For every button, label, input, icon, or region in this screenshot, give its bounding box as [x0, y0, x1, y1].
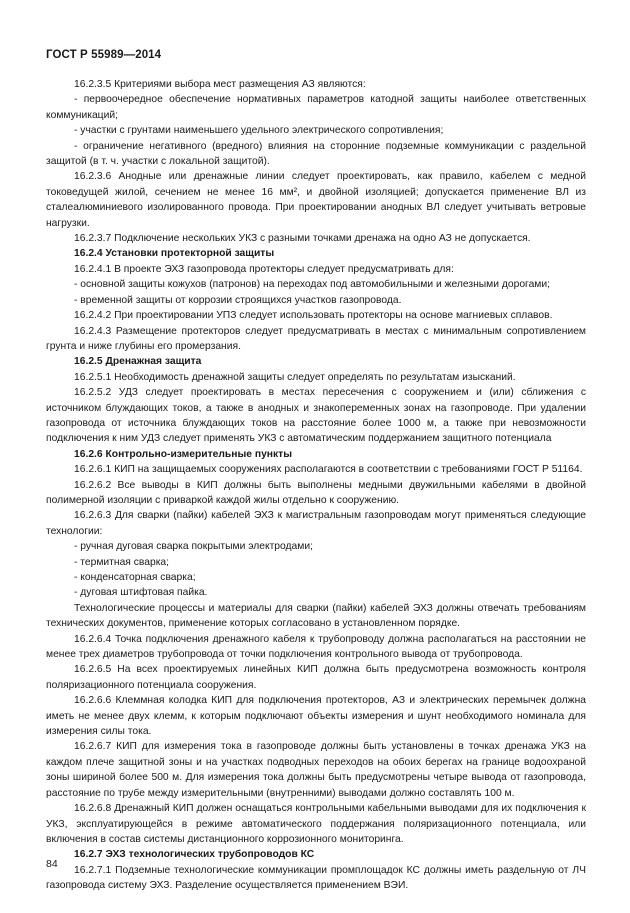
paragraph: 16.2.6.6 Клеммная колодка КИП для подключения протекторов, АЗ и электрических перемычек должна иметь не менее двух клемм, к которым подключают объекты измерения и шунт необходимого номинала для измерения силы тока. — [46, 695, 586, 738]
paragraph: 16.2.7.1 Подземные технологические коммуникации промплощадок КС должны иметь раздельную от ЛЧ газопровода систему ЭХЗ. Разделение осуществляется применением ВЭИ. — [46, 864, 586, 892]
paragraph: 16.2.6.2 Все выводы в КИП должны быть выполнены медными двужильными кабелями в двойной полимерной изоляции с приваркой каждой жилы отдельно к сооружению. — [46, 479, 586, 506]
paragraph: - термитная сварка; — [74, 556, 170, 568]
section-heading: 16.2.5 Дренажная защита — [74, 356, 202, 368]
paragraph: - первоочередное обеспечение нормативных параметров катодной защиты наиболее ответственных коммуникаций; — [46, 94, 586, 121]
paragraph: 16.2.5.2 УДЗ следует проектировать в местах пересечения с сооружением и (или) сближения с источником блуждающих токов, а также в анодных и знакопеременных зонах на газопроводе. При удалении газопровода от источника блуждающих токов на расстояние более 1000 м, а также при невозможности подключения к ним УДЗ следует применять УКЗ с автоматическим поддержанием защитного потенциала — [46, 387, 586, 445]
paragraph: - дуговая штифтовая пайка. — [74, 587, 208, 599]
paragraph: 16.2.6.1 КИП на защищаемых сооружениях располагаются в соответствии с требованиями ГОСТ Р 51164. — [74, 464, 583, 476]
section-heading: 16.2.6 Контрольно-измерительные пункты — [74, 448, 293, 460]
paragraph: - основной защиты кожухов (патронов) на переходах под автомобильными и железными дорогами; — [74, 279, 551, 291]
paragraph: - ограничение негативного (вредного) влияния на сторонние подземные коммуникации с раздельной защитой (в т. ч. участки с локальной защитой). — [46, 140, 586, 168]
section-heading: 16.2.4 Установки протекторной защиты — [74, 248, 275, 260]
paragraph: 16.2.6.3 Для сварки (пайки) кабелей ЭХЗ к магистральным газопроводам могут применяться следующие технологии: — [46, 510, 586, 537]
document-body — [46, 77, 586, 894]
page-number: 84 — [46, 858, 58, 870]
paragraph: - временной защиты от коррозии строящихся участков газопровода. — [74, 294, 402, 306]
paragraph: 16.2.3.5 Критериями выбора мест размещения АЗ являются: — [74, 79, 366, 90]
paragraph: 16.2.6.4 Точка подключения дренажного кабеля к трубопроводу должна располагаться на расстоянии не менее трех диаметров трубопровода от точки подключения контрольного вывода от трубопровода. — [46, 633, 586, 661]
section-heading: 16.2.7 ЭХЗ технологических трубопроводов КС — [74, 849, 315, 861]
paragraph: 16.2.4.3 Размещение протекторов следует предусматривать в местах с минимальным сопротивлением грунта и ниже глубины его промерзания. — [46, 325, 586, 352]
paragraph: 16.2.4.1 В проекте ЭХЗ газопровода протекторы следует предусматривать для: — [74, 263, 454, 275]
paragraph: 16.2.6.5 На всех проектируемых линейных КИП должна быть предусмотрена возможность контроля поляризационного потенциала сооружения. — [46, 664, 586, 691]
paragraph: 16.2.6.7 КИП для измерения тока в газопроводе должны быть установлены в точках дренажа УКЗ на каждом плече защитной зоны и на участках подводных переходов на обоих берегах на границе водоохраной зоны шириной более 500 м. Для измерения тока должны быть предусмотрены четыре вывода от газопровода, расстояние по трубе между измерительными (внутренними) выводами должно составлять 100 м. — [46, 741, 586, 799]
paragraph: 16.2.4.2 При проектировании УПЗ следует использовать протекторы на основе магниевых сплавов. — [74, 310, 553, 322]
paragraph: 16.2.3.6 Анодные или дренажные линии следует проектировать, как правило, кабелем с медной токоведущей жилой, сечением не менее 16 мм², и двойной изоляцией; допускается применение ВЛ из сталеалюминиевого изолированного провода. При проектировании анодных ВЛ следует учитывать ветровые нагрузки. — [46, 171, 586, 229]
paragraph: 16.2.5.1 Необходимость дренажной защиты следует определять по результатам изысканий. — [74, 371, 516, 383]
paragraph: - ручная дуговая сварка покрытыми электродами; — [74, 541, 313, 553]
paragraph: Технологические процессы и материалы для сварки (пайки) кабелей ЭХЗ должны отвечать требованиям технических документов, применение которых согласовано в установленном порядке. — [46, 602, 586, 630]
paragraph: - участки с грунтами наименьшего удельного электрического сопротивления; — [74, 125, 444, 137]
paragraph: 16.2.3.7 Подключение нескольких УКЗ с разными точками дренажа на одно АЗ не допускается. — [74, 233, 531, 245]
document-header: ГОСТ Р 55989—2014 — [46, 49, 162, 61]
paragraph: 16.2.6.8 Дренажный КИП должен оснащаться контрольными кабельными выводами для их подключения к УКЗ, эксплуатирующейся в режиме автоматического поддержания поляризационного потенциала, или включения в состав системы дистанционного коррозионного мониторинга. — [46, 803, 586, 845]
paragraph: - конденсаторная сварка; — [74, 572, 196, 583]
